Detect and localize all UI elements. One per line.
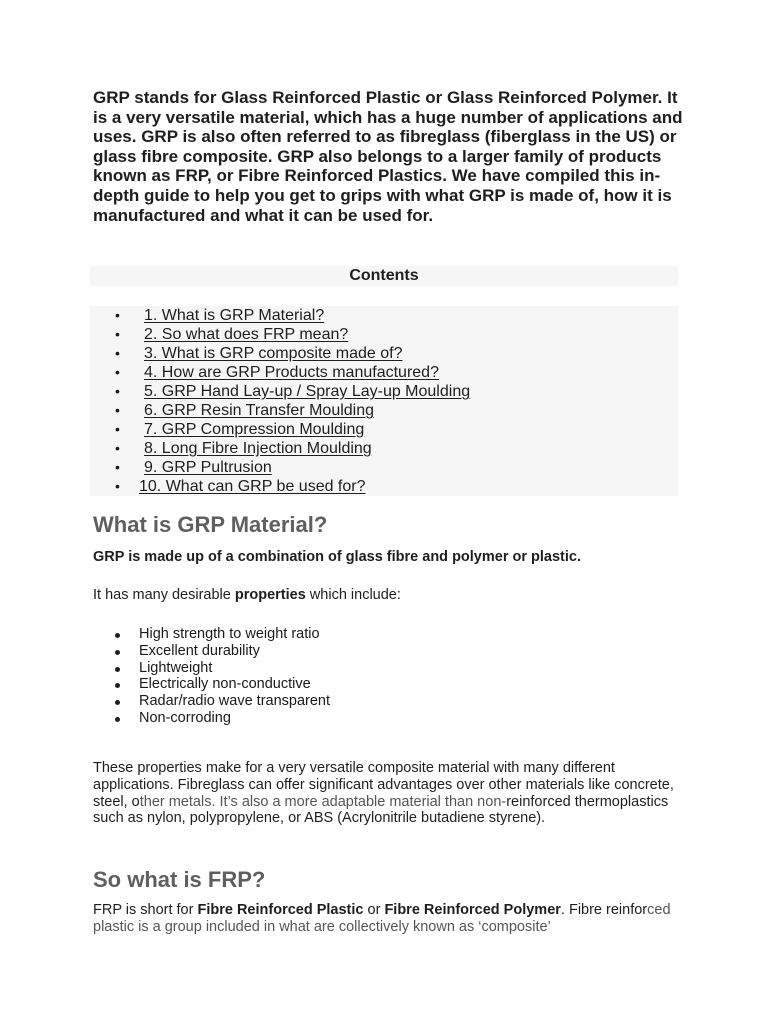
bullet-icon: • (115, 345, 120, 361)
bullet-icon: • (115, 402, 120, 418)
toc-link-resin-transfer[interactable]: 6. GRP Resin Transfer Moulding (144, 402, 375, 419)
toc-item (90, 420, 678, 439)
toc-link-composite-made-of[interactable]: 3. What is GRP composite made of? (144, 345, 403, 362)
toc-item (90, 477, 678, 496)
toc-link-compression[interactable]: 7. GRP Compression Moulding (144, 421, 365, 438)
toc-item (90, 306, 678, 325)
property-text: Electrically non-conductive (139, 676, 311, 693)
intro-paragraph: GRP stands for Glass Reinforced Plastic or Glass Reinforced Polymer. It is a very versatile material, which has a huge number of applications and uses. GRP is also often referred to as fibreglass (fiberglass in the US) or glass fibre composite. GRP also belongs to a larger family of products known as FRP, or Fibre Reinforced Plastics. We have compiled this in-depth guide to help you get to grips with what GRP is made of, how it is manufactured and what it can be used for. (93, 88, 683, 225)
toc-link-what-is-grp[interactable]: 1. What is GRP Material? (144, 307, 325, 324)
section-heading-what-is-grp: What is GRP Material? (93, 512, 328, 537)
properties-summary (93, 760, 683, 827)
property-text: Radar/radio wave transparent (139, 693, 331, 710)
bullet-icon (115, 667, 120, 672)
contents-title: Contents (90, 266, 678, 286)
toc-item (90, 439, 678, 458)
properties-intro-pre: It has many desirable (93, 587, 235, 603)
frp-text-mid: or (363, 902, 385, 918)
frp-text-bold2: Fibre Reinforced Polymer (384, 902, 561, 918)
properties-intro (93, 587, 401, 604)
toc-link-pultrusion[interactable]: 9. GRP Pultrusion (144, 459, 272, 476)
bullet-icon (115, 700, 120, 705)
bullet-icon (115, 683, 120, 688)
property-text: Excellent durability (139, 642, 260, 659)
toc-item (90, 401, 678, 420)
bullet-icon: • (115, 459, 120, 475)
bullet-icon (115, 717, 120, 722)
toc-link-manufactured[interactable]: 4. How are GRP Products manufactured? (144, 364, 439, 381)
toc-link-long-fibre[interactable]: 8. Long Fibre Injection Moulding (144, 440, 372, 457)
toc-item (90, 325, 678, 344)
section-heading-what-is-frp: So what is FRP? (93, 867, 266, 892)
bullet-icon (115, 633, 120, 638)
bullet-icon: • (115, 421, 120, 437)
frp-text-bold1: Fibre Reinforced Plastic (197, 902, 364, 918)
bullet-icon: • (115, 383, 120, 399)
summary-part-c: reinforced thermoplastics such as nylon, polypropylene, or ABS (Acrylonitrile butadiene styrene). (93, 793, 669, 827)
frp-text-faded: ced plastic is a group included in what are collectively known as ‘composite’ (93, 902, 671, 935)
bullet-icon: • (115, 440, 120, 456)
frp-text-pre: FRP is short for (93, 902, 198, 918)
bullet-icon (115, 650, 120, 655)
frp-text-post: . Fibre reinfor (560, 902, 648, 918)
property-text: Non-corroding (139, 709, 231, 726)
property-text: High strength to weight ratio (139, 626, 320, 642)
toc-item (90, 382, 678, 401)
toc-link-uses[interactable]: 10. What can GRP be used for? (139, 478, 366, 495)
section1-lead: GRP is made up of a combination of glass fibre and polymer or plastic. (93, 549, 581, 565)
toc-item (90, 363, 678, 382)
toc-item (90, 344, 678, 363)
bullet-icon: • (115, 307, 120, 323)
properties-intro-bold: properties (234, 587, 306, 603)
bullet-icon: • (115, 326, 120, 342)
properties-intro-post: which include: (305, 587, 401, 603)
toc-link-hand-lay-up[interactable]: 5. GRP Hand Lay-up / Spray Lay-up Moulding (144, 383, 471, 400)
summary-part-a: These properties make for a very versatile composite material with many different applications. Fibreglass can offer significant advantages over other materials like concrete, steel, o (93, 760, 674, 810)
toc-item (90, 458, 678, 477)
summary-part-b: ther metals. It’s also a more adaptable material than non- (139, 793, 507, 810)
frp-paragraph (93, 902, 683, 936)
toc-link-frp-meaning[interactable]: 2. So what does FRP mean? (144, 326, 349, 343)
table-of-contents (90, 306, 678, 496)
property-text: Lightweight (139, 659, 213, 676)
bullet-icon: • (115, 478, 120, 494)
bullet-icon: • (115, 364, 120, 380)
